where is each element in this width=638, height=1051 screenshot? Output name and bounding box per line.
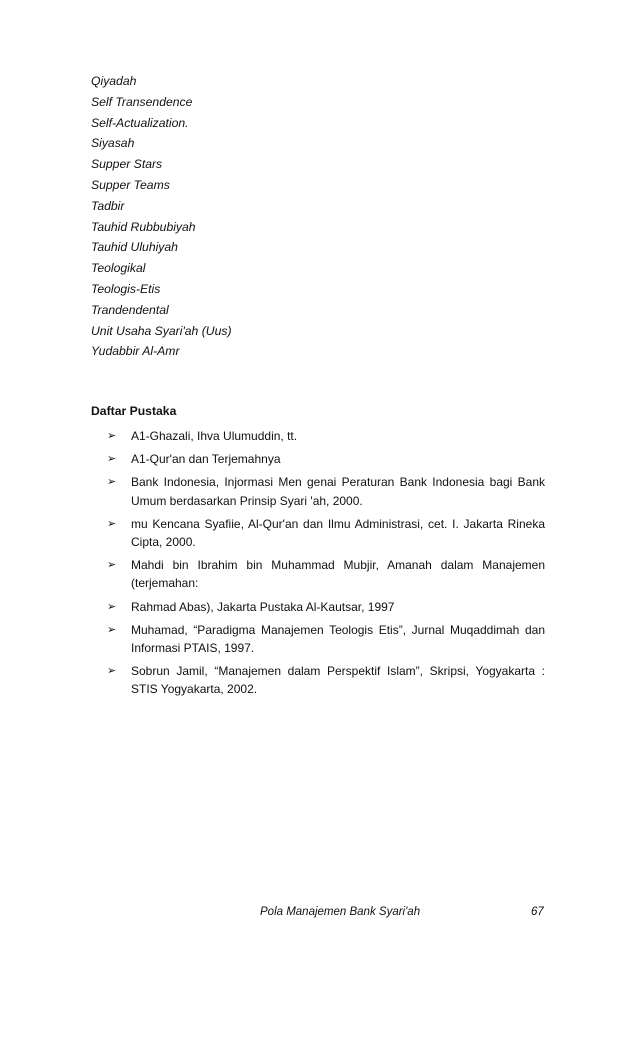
reference-text: Rahmad Abas), Jakarta Pustaka Al-Kautsar, 1997	[131, 599, 395, 614]
footer-book-title: Pola Manajemen Bank Syari'ah	[260, 906, 421, 918]
reference-text: A1-Ghazali, Ihva Ulumuddin, tt.	[131, 429, 298, 443]
term-item: Supper Teams	[91, 177, 170, 192]
reference-list	[107, 427, 545, 704]
term-item: Trandendental	[91, 302, 169, 317]
term-item: Qiyadah	[91, 74, 137, 88]
reference-item	[107, 427, 545, 445]
term-item: Tauhid Uluhiyah	[91, 240, 178, 255]
reference-text: A1-Qur'an dan Terjemahnya	[131, 452, 281, 467]
arrow-bullet-icon: ➢	[107, 430, 117, 442]
references-heading: Daftar Pustaka	[91, 404, 177, 418]
reference-text: Bank Indonesia, Injormasi Men genai Peraturan Bank Indonesia bagi Bank Umum berdasarkan Prinsip Syari 'ah, 2000.	[131, 475, 545, 508]
term-item: Tauhid Rubbubiyah	[91, 219, 196, 234]
reference-item	[107, 515, 545, 551]
arrow-bullet-icon: ➢	[107, 665, 117, 678]
reference-item	[107, 662, 545, 698]
term-item: Unit Usaha Syari'ah (Uus)	[91, 323, 232, 338]
term-item: Supper Stars	[91, 157, 163, 172]
arrow-bullet-icon: ➢	[107, 600, 117, 613]
reference-item	[107, 556, 545, 592]
arrow-bullet-icon: ➢	[107, 476, 117, 489]
reference-text: Muhamad, “Paradigma Manajemen Teologis Etis”, Jurnal Muqaddimah dan Informasi PTAIS, 1997.	[131, 622, 545, 656]
page-number: 67	[531, 906, 544, 918]
term-item: Teologikal	[91, 261, 146, 276]
arrow-bullet-icon: ➢	[107, 623, 117, 636]
reference-text: mu Kencana Syafiie, Al-Qur'an dan Ilmu Administrasi, cet. I. Jakarta Rineka Cipta, 2000.	[131, 516, 545, 550]
term-item: Self Transendence	[91, 94, 193, 109]
reference-item	[107, 598, 545, 616]
term-item: Yudabbir Al-Amr	[91, 344, 180, 359]
term-item: Teologis-Etis	[91, 281, 161, 296]
arrow-bullet-icon: ➢	[107, 559, 117, 572]
reference-item	[107, 450, 545, 468]
arrow-bullet-icon: ➢	[107, 453, 117, 466]
term-item: Self-Actualization.	[91, 115, 189, 130]
arrow-bullet-icon: ➢	[107, 517, 117, 530]
term-item: Siyasah	[91, 136, 135, 151]
reference-text: Sobrun Jamil, “Manajemen dalam Perspektif Islam”, Skripsi, Yogyakarta : STIS Yogyakarta, 2002.	[131, 664, 545, 697]
term-list	[91, 71, 551, 362]
term-item: Tadbir	[91, 198, 125, 213]
reference-text: Mahdi bin Ibrahim bin Muhammad Mubjir, Amanah dalam Manajemen (terjemahan:	[131, 558, 545, 591]
reference-item	[107, 473, 545, 509]
reference-item	[107, 621, 545, 657]
